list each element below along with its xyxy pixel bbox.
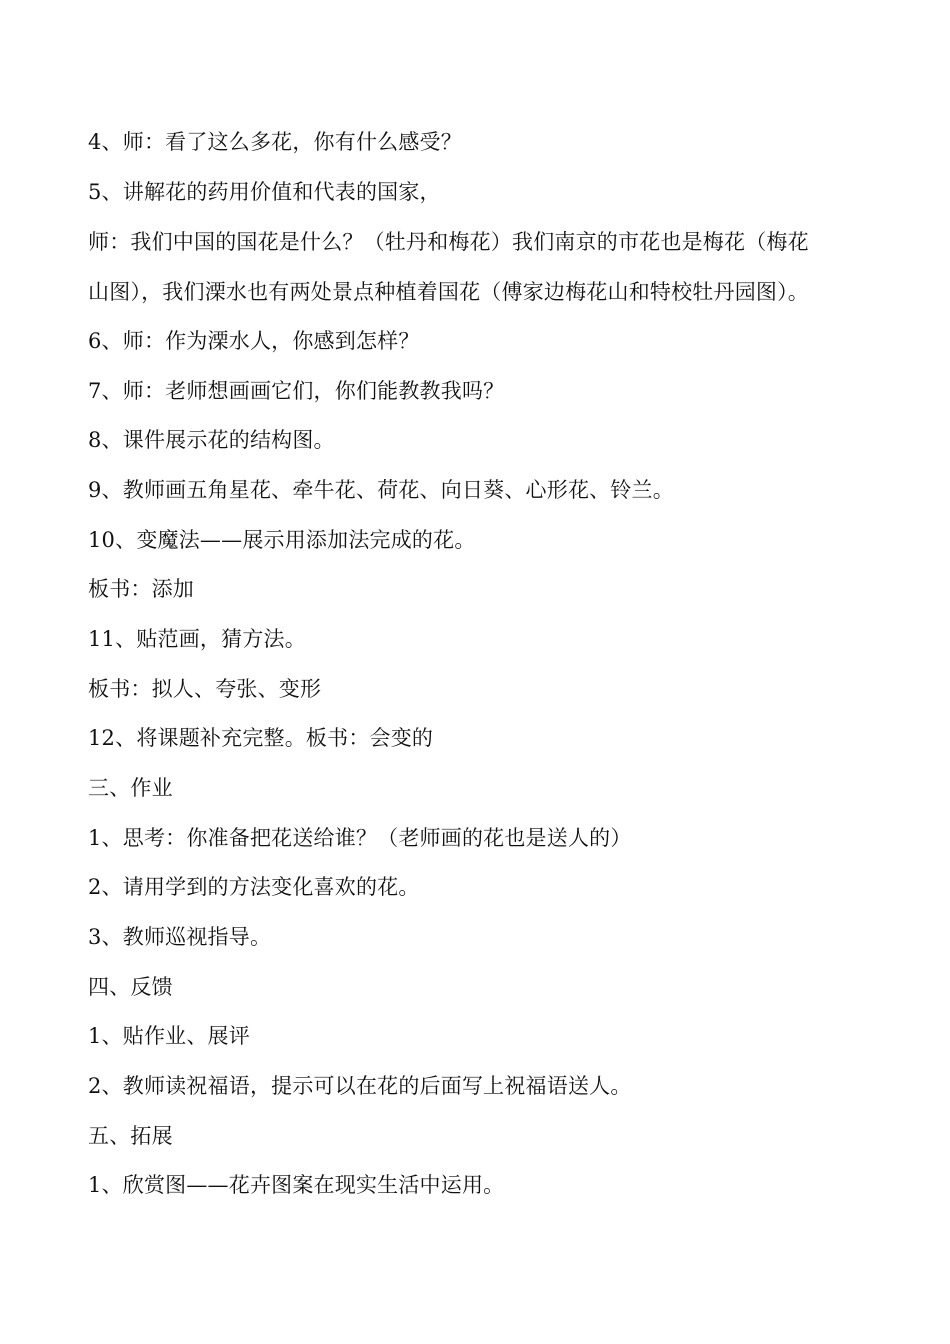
text-line: 1、欣赏图——花卉图案在现实生活中运用。	[88, 1173, 505, 1197]
text-line: 1、思考：你准备把花送给谁？（老师画的花也是送人的）	[88, 826, 632, 850]
text-line: 板书：拟人、夸张、变形	[88, 677, 322, 701]
text-line: 板书：添加	[88, 577, 194, 601]
text-line: 4、师：看了这么多花，你有什么感受？	[88, 130, 462, 154]
text-line: 7、师：老师想画画它们，你们能教教我吗？	[88, 379, 505, 403]
section-heading: 四、反馈	[88, 975, 173, 999]
text-line: 5、讲解花的药用价值和代表的国家，	[88, 180, 441, 204]
text-line: 3、教师巡视指导。	[88, 925, 272, 949]
section-heading: 三、作业	[88, 776, 173, 800]
text-line: 1、贴作业、展评	[88, 1024, 250, 1048]
text-line: 山图），我们溧水也有两处景点种植着国花（傅家边梅花山和特校牡丹园图）。	[88, 280, 809, 304]
text-line: 12、将课题补充完整。板书：会变的	[88, 726, 434, 750]
text-line: 11、贴范画，猜方法。	[88, 627, 306, 651]
text-line: 9、教师画五角星花、牵牛花、荷花、向日葵、心形花、铃兰。	[88, 478, 674, 502]
text-line: 10、变魔法——展示用添加法完成的花。	[88, 528, 476, 552]
section-heading: 五、拓展	[88, 1124, 173, 1148]
text-line: 2、请用学到的方法变化喜欢的花。	[88, 875, 420, 899]
text-line: 2、教师读祝福语，提示可以在花的后面写上祝福语送人。	[88, 1074, 632, 1098]
text-line: 师：我们中国的国花是什么？（牡丹和梅花）我们南京的市花也是梅花（梅花	[88, 230, 809, 254]
text-line: 6、师：作为溧水人，你感到怎样？	[88, 329, 420, 353]
text-line: 8、课件展示花的结构图。	[88, 428, 335, 452]
